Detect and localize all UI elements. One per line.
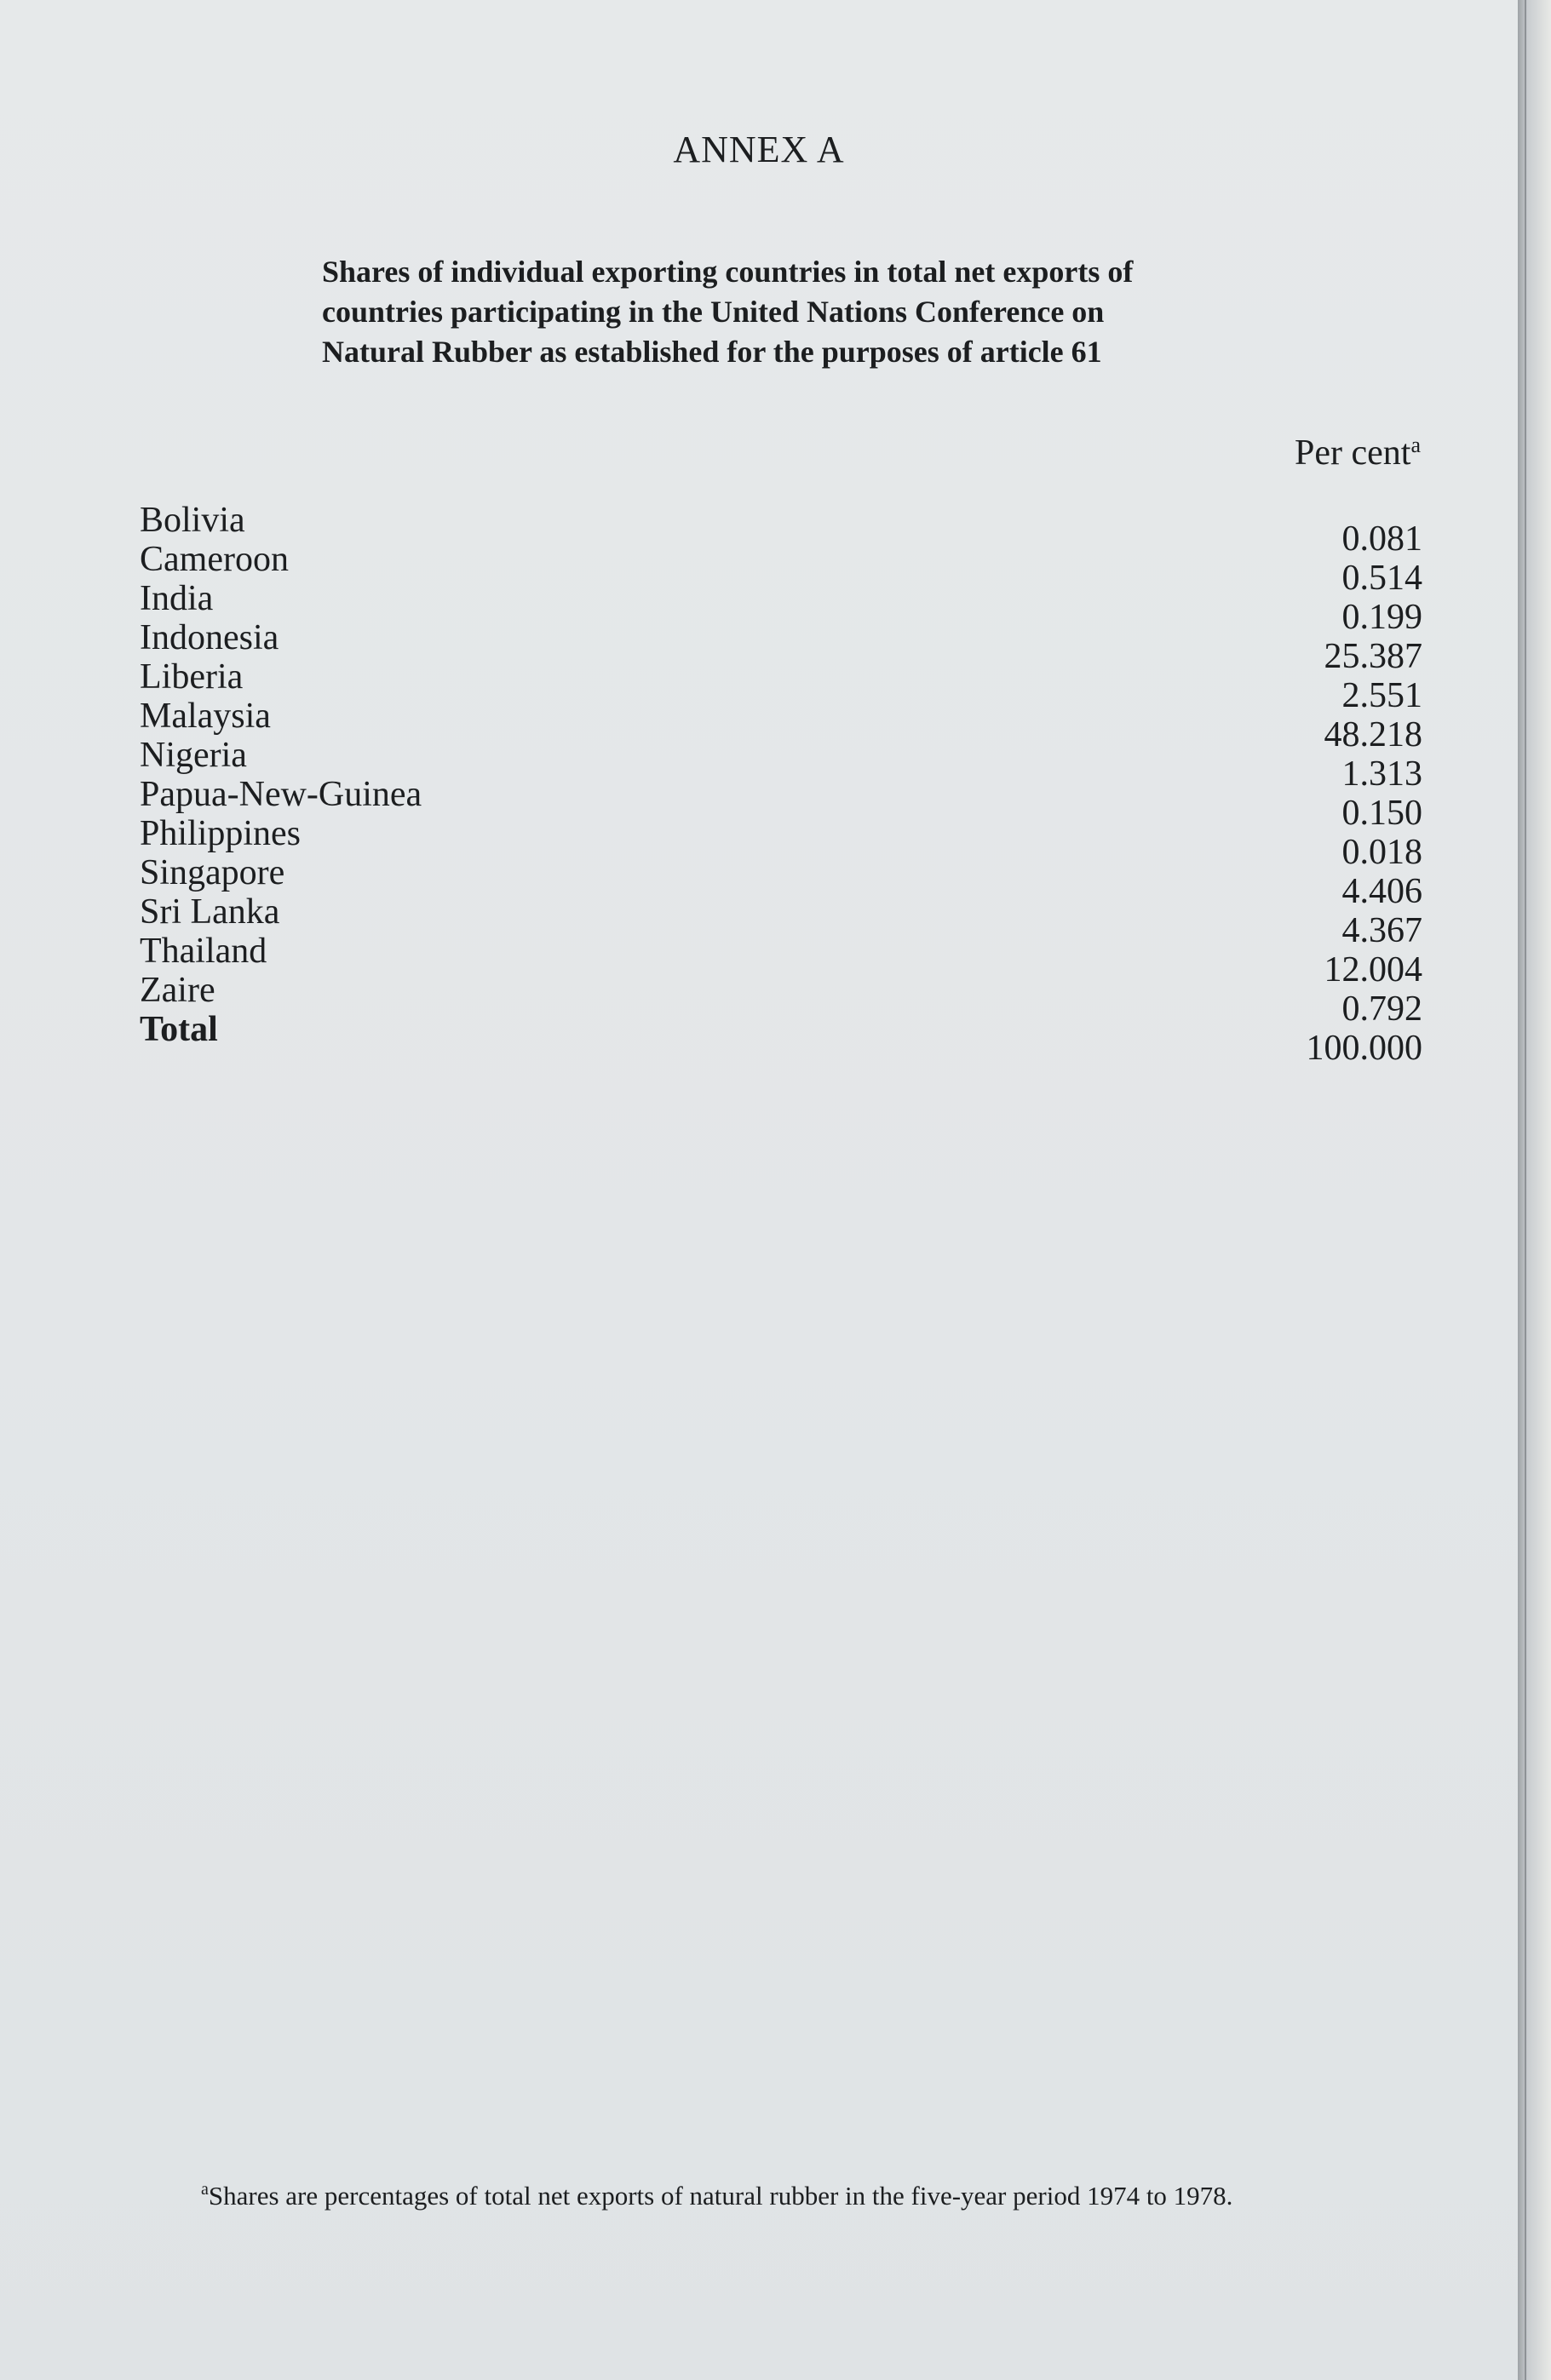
footnote-text: Shares are percentages of total net exports of natural rubber in the five-year period 1974 to 1978. bbox=[208, 2181, 1233, 2211]
binding-line bbox=[1525, 0, 1526, 2380]
share-value: 1.313 bbox=[1341, 754, 1422, 794]
country-name: Zaire bbox=[140, 971, 215, 1010]
share-value: 0.081 bbox=[1341, 519, 1422, 559]
total-value: 100.000 bbox=[1306, 1029, 1422, 1068]
country-name: Sri Lanka bbox=[140, 892, 280, 932]
annex-title: ANNEX A bbox=[673, 129, 845, 170]
country-name: Indonesia bbox=[140, 618, 279, 657]
country-name: Thailand bbox=[140, 932, 267, 971]
share-column bbox=[1167, 519, 1422, 1068]
unit-header bbox=[1295, 433, 1421, 473]
footnote bbox=[201, 2180, 1445, 2211]
country-name: India bbox=[140, 579, 214, 618]
country-column bbox=[140, 501, 736, 1049]
unit-footnote-marker: a bbox=[1410, 433, 1421, 457]
page-edge bbox=[1518, 0, 1551, 2380]
share-value: 0.792 bbox=[1341, 989, 1422, 1029]
country-name: Cameroon bbox=[140, 540, 289, 579]
share-value: 2.551 bbox=[1341, 676, 1422, 715]
country-name: Philippines bbox=[140, 814, 302, 853]
share-value: 0.514 bbox=[1341, 559, 1422, 598]
share-value: 48.218 bbox=[1324, 715, 1422, 754]
share-value: 25.387 bbox=[1324, 637, 1422, 676]
share-value: 0.150 bbox=[1341, 794, 1422, 833]
country-name: Malaysia bbox=[140, 697, 271, 736]
footnote-marker: a bbox=[201, 2180, 209, 2199]
share-value: 0.199 bbox=[1341, 598, 1422, 637]
country-name: Bolivia bbox=[140, 501, 245, 540]
share-value: 4.367 bbox=[1341, 911, 1422, 950]
share-value: 0.018 bbox=[1341, 833, 1422, 872]
share-value: 12.004 bbox=[1324, 950, 1422, 989]
country-name: Nigeria bbox=[140, 736, 247, 775]
heading-line: Shares of individual exporting countries in total net exports of bbox=[322, 255, 1134, 289]
heading-line: countries participating in the United Nations Conference on bbox=[322, 295, 1105, 329]
country-name: Singapore bbox=[140, 853, 285, 892]
unit-label: Per cent bbox=[1295, 433, 1411, 473]
total-label: Total bbox=[140, 1010, 218, 1049]
country-name: Liberia bbox=[140, 657, 244, 697]
table-heading bbox=[322, 252, 1301, 372]
heading-line: Natural Rubber as established for the purposes of article 61 bbox=[322, 335, 1102, 369]
country-name: Papua-New-Guinea bbox=[140, 775, 422, 814]
share-value: 4.406 bbox=[1341, 872, 1422, 911]
